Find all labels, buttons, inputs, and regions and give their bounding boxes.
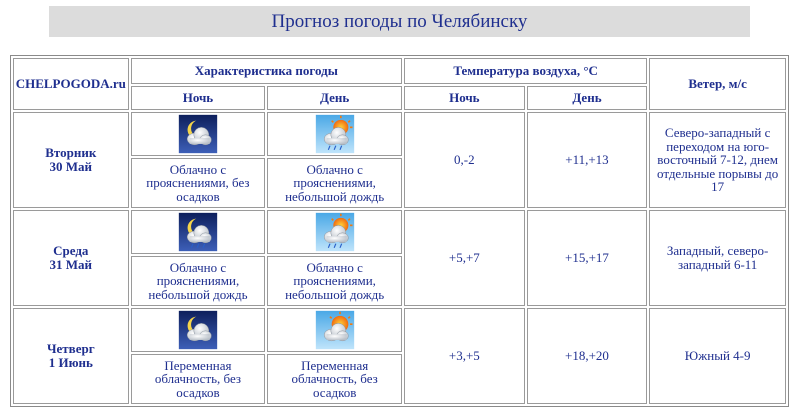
day-label: [13, 112, 129, 208]
temp-day: +11,+13: [527, 112, 648, 208]
day-header: День: [267, 86, 402, 110]
day-icon-cell: [267, 210, 402, 254]
sun-cloud-icon: [315, 310, 355, 350]
night-icon-cell: [131, 308, 266, 352]
wind: Южный 4-9: [649, 308, 786, 404]
moon-cloud-icon: [178, 310, 218, 350]
site-name: CHELPOGODA.ru: [13, 58, 129, 110]
night-description: Облачно с прояснениями, небольшой дождь: [131, 256, 266, 306]
day-icon-cell: [267, 308, 402, 352]
day-description: Облачно с прояснениями, небольшой дождь: [267, 256, 402, 306]
weather-group-header: Характеристика погоды: [131, 58, 402, 84]
day-label: [13, 210, 129, 306]
temp-day: +15,+17: [527, 210, 648, 306]
weekday: Вторник: [45, 145, 97, 161]
temp-day-header: День: [527, 86, 648, 110]
moon-cloud-rain-icon: [178, 212, 218, 252]
temp-night-header: Ночь: [404, 86, 525, 110]
night-description: Переменная облачность, без осадков: [131, 354, 266, 404]
temp-night: +3,+5: [404, 308, 525, 404]
wind-header: Ветер, м/с: [649, 58, 786, 110]
temp-night: 0,-2: [404, 112, 525, 208]
weekday: Среда: [53, 243, 89, 259]
day-description: Переменная облачность, без осадков: [267, 354, 402, 404]
wind: Западный, северо-западный 6-11: [649, 210, 786, 306]
temp-night: +5,+7: [404, 210, 525, 306]
night-icon-cell: [131, 112, 266, 156]
day-icon-cell: [267, 112, 402, 156]
temp-day: +18,+20: [527, 308, 648, 404]
night-header: Ночь: [131, 86, 266, 110]
night-description: Облачно с прояснениями, без осадков: [131, 158, 266, 208]
day-description: Облачно с прояснениями, небольшой дождь: [267, 158, 402, 208]
temperature-group-header: Температура воздуха, °C: [404, 58, 647, 84]
sun-cloud-rain-icon: [315, 114, 355, 154]
weekday: Четверг: [46, 341, 95, 357]
page-title: Прогноз погоды по Челябинску: [49, 6, 750, 37]
moon-cloud-icon: [178, 114, 218, 154]
wind: Северо-западный с переходом на юго-восточный 7-12, днем отдельные порывы до 17: [649, 112, 786, 208]
day-label: [13, 308, 129, 404]
date: 30 Май: [49, 159, 93, 174]
sun-cloud-rain-icon: [315, 212, 355, 252]
night-icon-cell: [131, 210, 266, 254]
date: 31 Май: [49, 257, 93, 272]
date: 1 Июнь: [48, 355, 93, 370]
forecast-table: [10, 55, 789, 407]
